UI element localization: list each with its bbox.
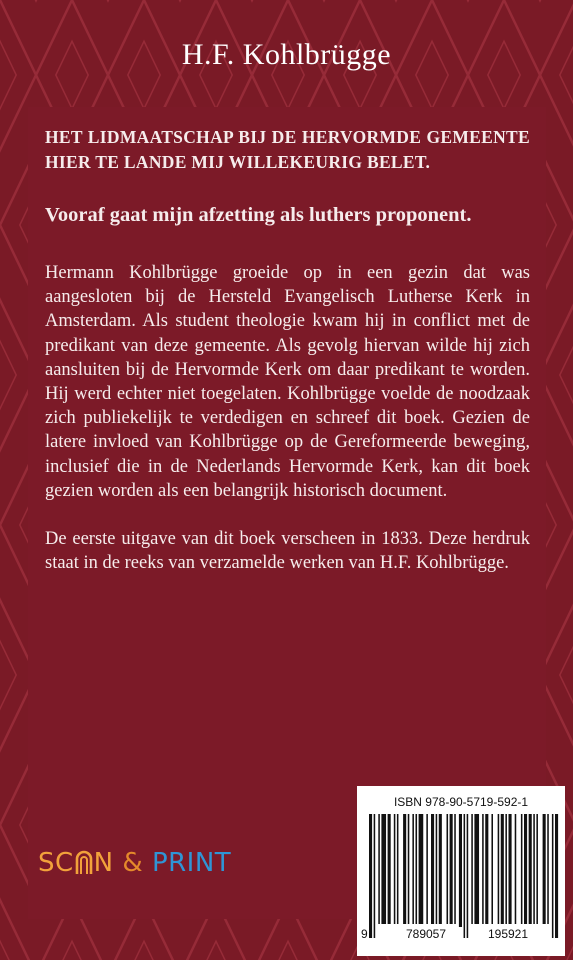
barcode-bar [498,814,500,924]
barcode-digits-left: 789057 [389,927,463,941]
barcode-bar [521,814,523,924]
barcode-bar [408,814,410,924]
barcode-bar [403,814,406,924]
edition-paragraph: De eerste uitgave van dit boek verscheen in 1833. Deze herdruk staat in de reeks van verzamelde werken van H.F. Kohlbrügge. [45,529,530,574]
logo-ampersand: & [122,848,144,878]
barcode-bar [547,814,549,924]
barcode-digit-first: 9 [361,927,368,941]
barcode-bar [467,814,469,938]
pattern-diamond-inner [560,641,573,709]
barcode-bar [450,814,453,924]
barcode-bar [509,814,512,924]
barcode-bar [524,814,527,924]
barcode-bar [394,814,396,924]
pattern-diamond-inner [272,941,304,960]
barcode-bar [381,814,386,924]
back-cover-text [45,125,530,575]
barcode-bar [536,814,538,924]
barcode-bar [426,814,428,924]
pattern-diamond-inner [0,941,16,960]
description-paragraph: Hermann Kohlbrügge groeide op in een gezin dat was aangesloten bij de Hersteld Evangelisch Lutherse Kerk in Amsterdam. Als student theologie kwam hij in conflict met de predikant van deze gemeente. Als gevolg hiervan wilde hij zich aansluiten bij de Hervormde Kerk om daar predikant te worden. Hij werd echter niet toegelaten. Kohlbrügge voelde de noodzaak zich publiekelijk te verdedigen en schreef dit boek. Gezien de latere invloed van Kohlbrügge op de Gereformeerde beweging, inclusief die in de Nederlands Hervormde Kerk, kan dit boek gezien worden als een belangrijk historisch document. [45,263,530,501]
barcode-bar [412,814,414,924]
logo-text-scan: SC N [38,848,114,878]
barcode-bar [447,814,449,924]
barcode-bar [491,814,493,924]
barcode-bar [543,814,546,924]
barcode-bar [416,814,418,924]
logo-text-print: PRINT [151,848,232,878]
barcode-bar [529,814,532,924]
pattern-diamond-inner [56,941,88,960]
barcode-bar [471,814,473,924]
pattern-diamond-inner [0,341,16,409]
barcode-bar [378,814,380,924]
barcode-bar [501,814,504,924]
headline: HET LIDMAATSCHAP BIJ DE HERVORMDE GEMEENTE HIER TE LANDE MIJ WILLEKEURIG BELET. [45,127,530,172]
subheadline: Vooraf gaat mijn afzetting als luthers proponent. [45,204,472,226]
barcode-bar [419,814,424,924]
barcode-bar [397,814,399,924]
publisher-logo [38,848,231,878]
barcode-bar [454,814,456,924]
isbn-label: ISBN 978-90-5719-592-1 [393,795,529,809]
pattern-diamond-inner [200,941,232,960]
author-name: H.F. Kohlbrügge [181,38,392,71]
barcode-bar [482,814,484,924]
barcode-bar [515,814,517,924]
barcode-bar [374,814,376,938]
barcode-icon [369,814,561,942]
barcode-bar [436,814,438,924]
barcode-bar [485,814,488,924]
barcode-bar [369,814,372,938]
pattern-diamond-inner [560,341,573,409]
barcode-digits-right: 195921 [471,927,545,941]
barcode-bar [459,814,462,938]
barcode-bar [552,814,554,938]
barcode-bar [388,814,391,924]
pattern-diamond-inner [128,941,160,960]
barcode-bar [555,814,558,938]
arch-icon [75,850,93,874]
barcode-bar [474,814,479,924]
barcode-bar [464,814,466,938]
barcode-bar [533,814,535,924]
pattern-diamond-inner [0,641,16,709]
barcode-bar [431,814,434,924]
barcode-bar [439,814,442,924]
barcode-bar [505,814,507,924]
barcode-box [357,786,565,956]
